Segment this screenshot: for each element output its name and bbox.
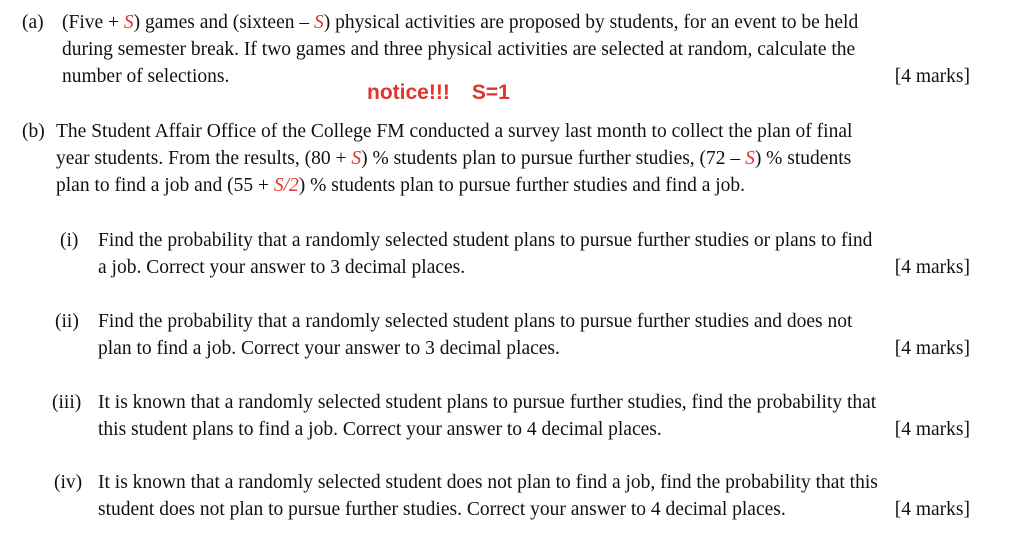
notice-s-value: S=1 — [471, 81, 510, 104]
sub-iii-label: (iii) — [52, 392, 82, 413]
sub-iv-line-1: It is known that a randomly selected student does not plan to find a job, find the probability that this — [98, 472, 878, 493]
text-span: ) % students — [754, 148, 852, 169]
notice-text: notice!!! — [367, 81, 450, 104]
text-span: ) % students plan to pursue further studies, (72 – — [361, 148, 746, 169]
part-a-marks: [4 marks] — [894, 66, 970, 87]
notice-annotation — [367, 80, 510, 106]
text-span: ) physical activities are proposed by students, for an event to be held — [323, 12, 859, 33]
part-a-line-1 — [62, 10, 858, 36]
sub-iii-marks: [4 marks] — [894, 419, 970, 440]
part-b-line-1: The Student Affair Office of the College FM conducted a survey last month to collect the plan of final — [56, 121, 853, 142]
sub-iv-marks: [4 marks] — [894, 499, 970, 520]
sub-iii-line-2: this student plans to find a job. Correct your answer to 4 decimal places. — [98, 419, 662, 440]
part-a-line-2: during semester break. If two games and three physical activities are selected at random, calculate the — [62, 39, 856, 60]
part-a-line-3: number of selections. — [62, 66, 230, 87]
sub-iv-label: (iv) — [54, 472, 83, 493]
variable-s: S — [351, 148, 362, 169]
sub-ii-marks: [4 marks] — [894, 338, 970, 359]
part-a-label: (a) — [22, 12, 44, 33]
text-span: ) % students plan to pursue further studies and find a job. — [298, 175, 746, 196]
part-b-label: (b) — [22, 121, 45, 142]
part-b-line-2 — [56, 146, 851, 172]
text-span: ) games and (sixteen – — [133, 12, 314, 33]
sub-i-label: (i) — [60, 230, 79, 251]
sub-i-line-2: a job. Correct your answer to 3 decimal places. — [98, 257, 466, 278]
sub-i-line-1: Find the probability that a randomly selected student plans to pursue further studies or plans to find — [98, 230, 873, 251]
variable-s: S — [314, 12, 324, 33]
sub-iv-line-2: student does not plan to pursue further studies. Correct your answer to 4 decimal places. — [98, 499, 786, 520]
part-b-line-3 — [56, 173, 745, 199]
text-span: plan to find a job and (55 + — [56, 175, 274, 196]
variable-s-half: S/2 — [273, 175, 299, 196]
text-span: year students. From the results, (80 + — [56, 148, 352, 169]
sub-ii-line-1: Find the probability that a randomly selected student plans to pursue further studies and does not — [98, 311, 853, 332]
sub-ii-line-2: plan to find a job. Correct your answer to 3 decimal places. — [98, 338, 560, 359]
sub-iii-line-1: It is known that a randomly selected student plans to pursue further studies, find the probability that — [98, 392, 877, 413]
variable-s: S — [123, 12, 134, 33]
sub-ii-label: (ii) — [55, 311, 79, 332]
sub-i-marks: [4 marks] — [894, 257, 970, 278]
text-span: (Five + — [62, 12, 124, 33]
variable-s: S — [745, 148, 755, 169]
